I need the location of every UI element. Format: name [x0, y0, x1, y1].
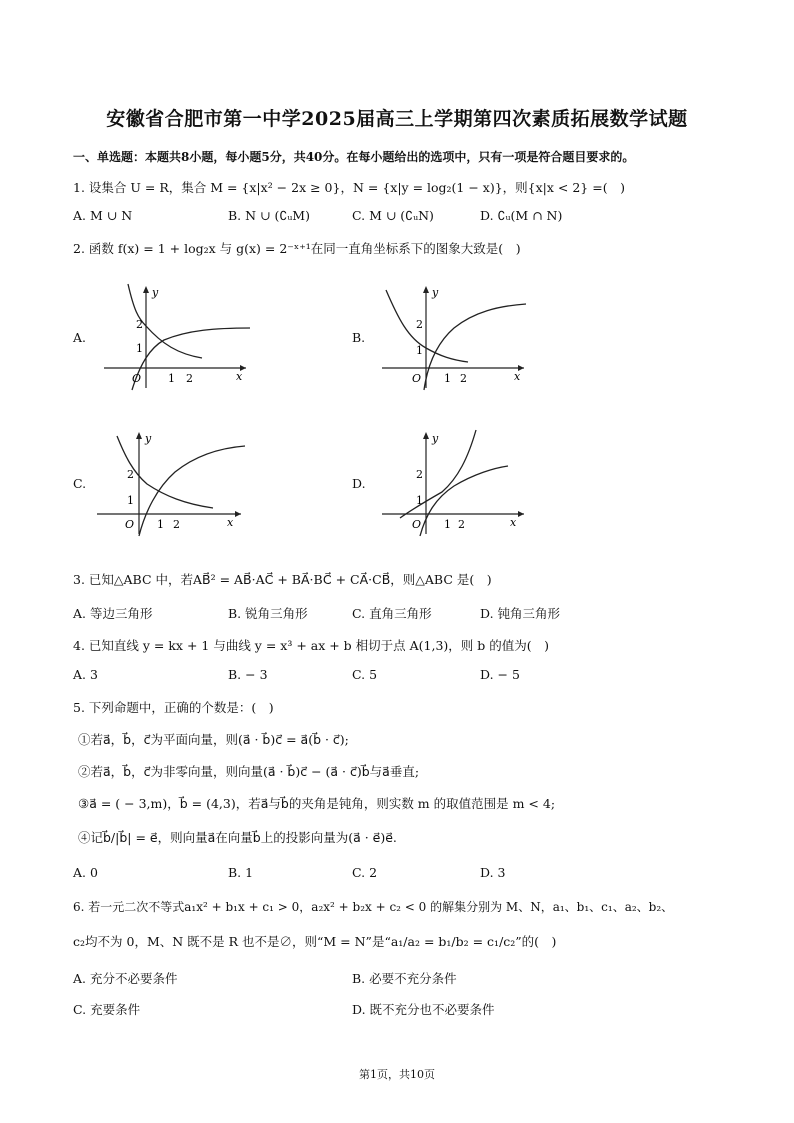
- q5-statement-3: ③a⃗ = ( − 3,m)，b⃗ = (4,3)，若a⃗与b⃗的夹角是钝角，则实数 m 的取值范围是 m < 4;: [78, 796, 556, 811]
- graph-c-label: C.: [73, 476, 87, 491]
- question-6-stem-line2: c₂均不为 0，M、N 既不是 R 也不是∅，则“M = N”是“a₁/a₂ = b₁/b₂ = c₁/c₂”的( ): [73, 934, 557, 949]
- graph-b-label: B.: [352, 330, 366, 345]
- graph-d-tick-1: 1: [444, 518, 451, 531]
- graph-c-tick-1: 1: [157, 518, 164, 531]
- q5-option-d: D. 3: [480, 865, 506, 880]
- q4-option-d: D. − 5: [480, 667, 520, 682]
- q3-option-b: B. 锐角三角形: [228, 606, 308, 621]
- graph-b-origin: O: [412, 372, 422, 385]
- graph-a-label: A.: [73, 330, 87, 345]
- question-3-stem: 3. 已知△ABC 中，若AB⃗² = AB⃗·AC⃗ + BA⃗·BC⃗ + CA⃗·CB⃗，则△ABC 是( ): [73, 572, 492, 587]
- q1-option-d: D. ∁ᵤ(M ∩ N): [480, 208, 563, 223]
- graph-d-tick-2: 2: [458, 518, 465, 531]
- q6-option-b: B. 必要不充分条件: [352, 971, 457, 986]
- q4-option-c: C. 5: [352, 667, 378, 682]
- exam-title: 安徽省合肥市第一中学2025届高三上学期第四次素质拓展数学试题: [106, 108, 688, 130]
- graph-b-x-label: x: [514, 370, 521, 383]
- q5-statement-1: ①若a⃗，b⃗，c⃗为平面向量，则(a⃗ · b⃗)c⃗ = a⃗(b⃗ · c⃗);: [78, 732, 349, 747]
- q4-option-b: B. − 3: [228, 667, 268, 682]
- graph-b-tick-2: 2: [460, 372, 467, 385]
- q6-option-c: C. 充要条件: [73, 1002, 141, 1017]
- q3-option-a: A. 等边三角形: [73, 606, 153, 621]
- graph-b-y-label: y: [432, 286, 439, 299]
- graph-c-tick-2: 2: [173, 518, 180, 531]
- graph-c-x-label: x: [227, 516, 234, 529]
- q5-statement-4: ④记b⃗/|b⃗| = e⃗，则向量a⃗在向量b⃗上的投影向量为(a⃗ · e⃗)e⃗.: [78, 830, 397, 845]
- q6-option-a: A. 充分不必要条件: [73, 971, 178, 986]
- q1-option-a: A. M ∪ N: [73, 208, 133, 223]
- q5-option-a: A. 0: [73, 865, 98, 880]
- section-heading: 一、单选题：本题共8小题，每小题5分，共40分。在每小题给出的选项中，只有一项是符合题目要求的。: [73, 150, 635, 164]
- question-2-stem: 2. 函数 f(x) = 1 + log₂x 与 g(x) = 2⁻ˣ⁺¹在同一直角坐标系下的图象大致是( ): [73, 241, 521, 256]
- graph-d-ytick-1: 1: [416, 494, 423, 507]
- question-5-stem: 5. 下列命题中，正确的个数是：( ): [73, 700, 274, 715]
- graph-a-tick-1: 1: [168, 372, 175, 385]
- graph-b-tick-1: 1: [444, 372, 451, 385]
- graph-b-ytick-2: 2: [416, 318, 423, 331]
- graph-a-y-label: y: [152, 286, 159, 299]
- graph-b-ytick-1: 1: [416, 344, 423, 357]
- graph-c-ytick-2: 2: [127, 468, 134, 481]
- graph-c-y-label: y: [145, 432, 152, 445]
- graph-a-ytick-1: 1: [136, 342, 143, 355]
- q5-statement-2: ②若a⃗，b⃗，c⃗为非零向量，则向量(a⃗ · b⃗)c⃗ − (a⃗ · c⃗)b⃗与a⃗垂直;: [78, 764, 420, 779]
- page-footer: 第1页，共10页: [359, 1068, 435, 1081]
- q5-option-b: B. 1: [228, 865, 254, 880]
- q6-option-d: D. 既不充分也不必要条件: [352, 1002, 495, 1017]
- graph-a-ytick-2: 2: [136, 318, 143, 331]
- graph-d-ytick-2: 2: [416, 468, 423, 481]
- graph-d-label: D.: [352, 476, 366, 491]
- question-4-stem: 4. 已知直线 y = kx + 1 与曲线 y = x³ + ax + b 相切于点 A(1,3)，则 b 的值为( ): [73, 638, 549, 653]
- q3-option-d: D. 钝角三角形: [480, 606, 561, 621]
- graph-d: [378, 428, 538, 538]
- q1-option-b: B. N ∪ (∁ᵤM): [228, 208, 310, 223]
- graph-a: [100, 282, 260, 392]
- question-1-stem: 1. 设集合 U = R，集合 M = {x|x² − 2x ≥ 0}，N = {x|y = log₂(1 − x)}，则{x|x < 2} =( ): [73, 180, 625, 195]
- graph-d-origin: O: [412, 518, 422, 531]
- graph-d-x-label: x: [510, 516, 517, 529]
- graph-a-origin: O: [132, 372, 142, 385]
- q3-option-c: C. 直角三角形: [352, 606, 432, 621]
- graph-b: [378, 282, 538, 392]
- graph-c-ytick-1: 1: [127, 494, 134, 507]
- q5-option-c: C. 2: [352, 865, 378, 880]
- q4-option-a: A. 3: [73, 667, 98, 682]
- question-6-stem-line1: 6. 若一元二次不等式a₁x² + b₁x + c₁ > 0，a₂x² + b₂x + c₂ < 0 的解集分别为 M、N，a₁、b₁、c₁、a₂、b₂、: [73, 900, 674, 914]
- graph-a-x-label: x: [236, 370, 243, 383]
- graph-c: [95, 428, 255, 538]
- q1-option-c: C. M ∪ (∁ᵤN): [352, 208, 434, 223]
- graph-d-y-label: y: [432, 432, 439, 445]
- graph-a-tick-2: 2: [186, 372, 193, 385]
- graph-c-origin: O: [125, 518, 135, 531]
